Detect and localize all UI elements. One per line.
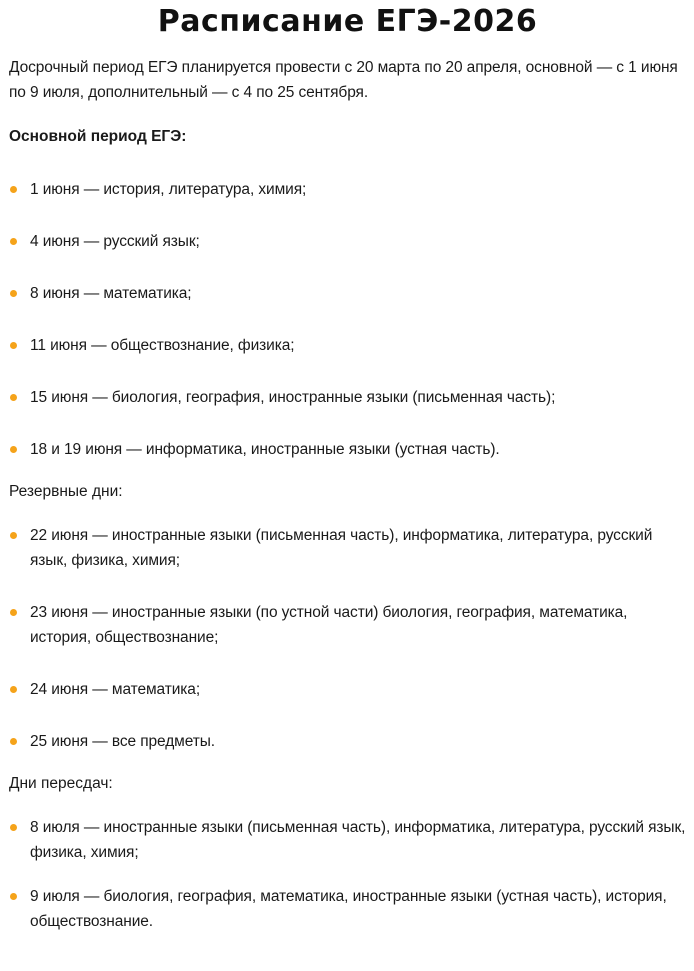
list-item (9, 437, 686, 462)
bullet-dot-icon (10, 290, 17, 297)
list-item (9, 333, 686, 358)
bullet-dot-icon (10, 738, 17, 745)
list-item (9, 729, 686, 754)
list-item-text: 8 июля — иностранные языки (письменная часть), информатика, литература, русский язык, физика, химия; (30, 819, 686, 861)
list-item-text: 8 июня — математика; (30, 285, 192, 302)
list-item-text: 25 июня — все предметы. (30, 733, 215, 750)
retake-days-list (9, 815, 686, 934)
list-item (9, 177, 686, 202)
bullet-dot-icon (10, 686, 17, 693)
list-item-text: 4 июня — русский язык; (30, 233, 200, 250)
intro-paragraph: Досрочный период ЕГЭ планируется провести с 20 марта по 20 апреля, основной — с 1 июня по 9 июля, дополнительный — с 4 по 25 сентября. (9, 59, 678, 101)
list-item-text: 15 июня — биология, география, иностранные языки (письменная часть); (30, 389, 556, 406)
list-item (9, 677, 686, 702)
main-period-list (9, 177, 686, 462)
bullet-dot-icon (10, 238, 17, 245)
bullet-dot-icon (10, 394, 17, 401)
list-item (9, 229, 686, 254)
retake-days-heading: Дни пересдач: (9, 775, 113, 792)
list-item (9, 523, 686, 573)
bullet-dot-icon (10, 824, 17, 831)
bullet-dot-icon (10, 342, 17, 349)
list-item-text: 1 июня — история, литература, химия; (30, 181, 307, 198)
main-period-heading: Основной период ЕГЭ: (9, 128, 187, 145)
bullet-dot-icon (10, 893, 17, 900)
bullet-dot-icon (10, 446, 17, 453)
list-item-text: 9 июля — биология, география, математика, иностранные языки (устная часть), история, обществознание. (30, 888, 667, 930)
page-title: Расписание ЕГЭ-2026 (157, 4, 538, 39)
reserve-days-heading: Резервные дни: (9, 483, 123, 500)
bullet-dot-icon (10, 186, 17, 193)
list-item (9, 281, 686, 306)
list-item-text: 11 июня — обществознание, физика; (30, 337, 295, 354)
list-item-text: 22 июня — иностранные языки (письменная часть), информатика, литература, русский язык, физика, химия; (30, 527, 653, 569)
bullet-dot-icon (10, 532, 17, 539)
list-item-text: 18 и 19 июня — информатика, иностранные языки (устная часть). (30, 441, 500, 458)
list-item-text: 23 июня — иностранные языки (по устной части) биология, география, математика, история, обществознание; (30, 604, 628, 646)
list-item (9, 600, 686, 650)
reserve-days-list (9, 523, 686, 754)
list-item (9, 884, 686, 934)
list-item-text: 24 июня — математика; (30, 681, 201, 698)
bullet-dot-icon (10, 609, 17, 616)
list-item (9, 815, 686, 865)
list-item (9, 385, 686, 410)
